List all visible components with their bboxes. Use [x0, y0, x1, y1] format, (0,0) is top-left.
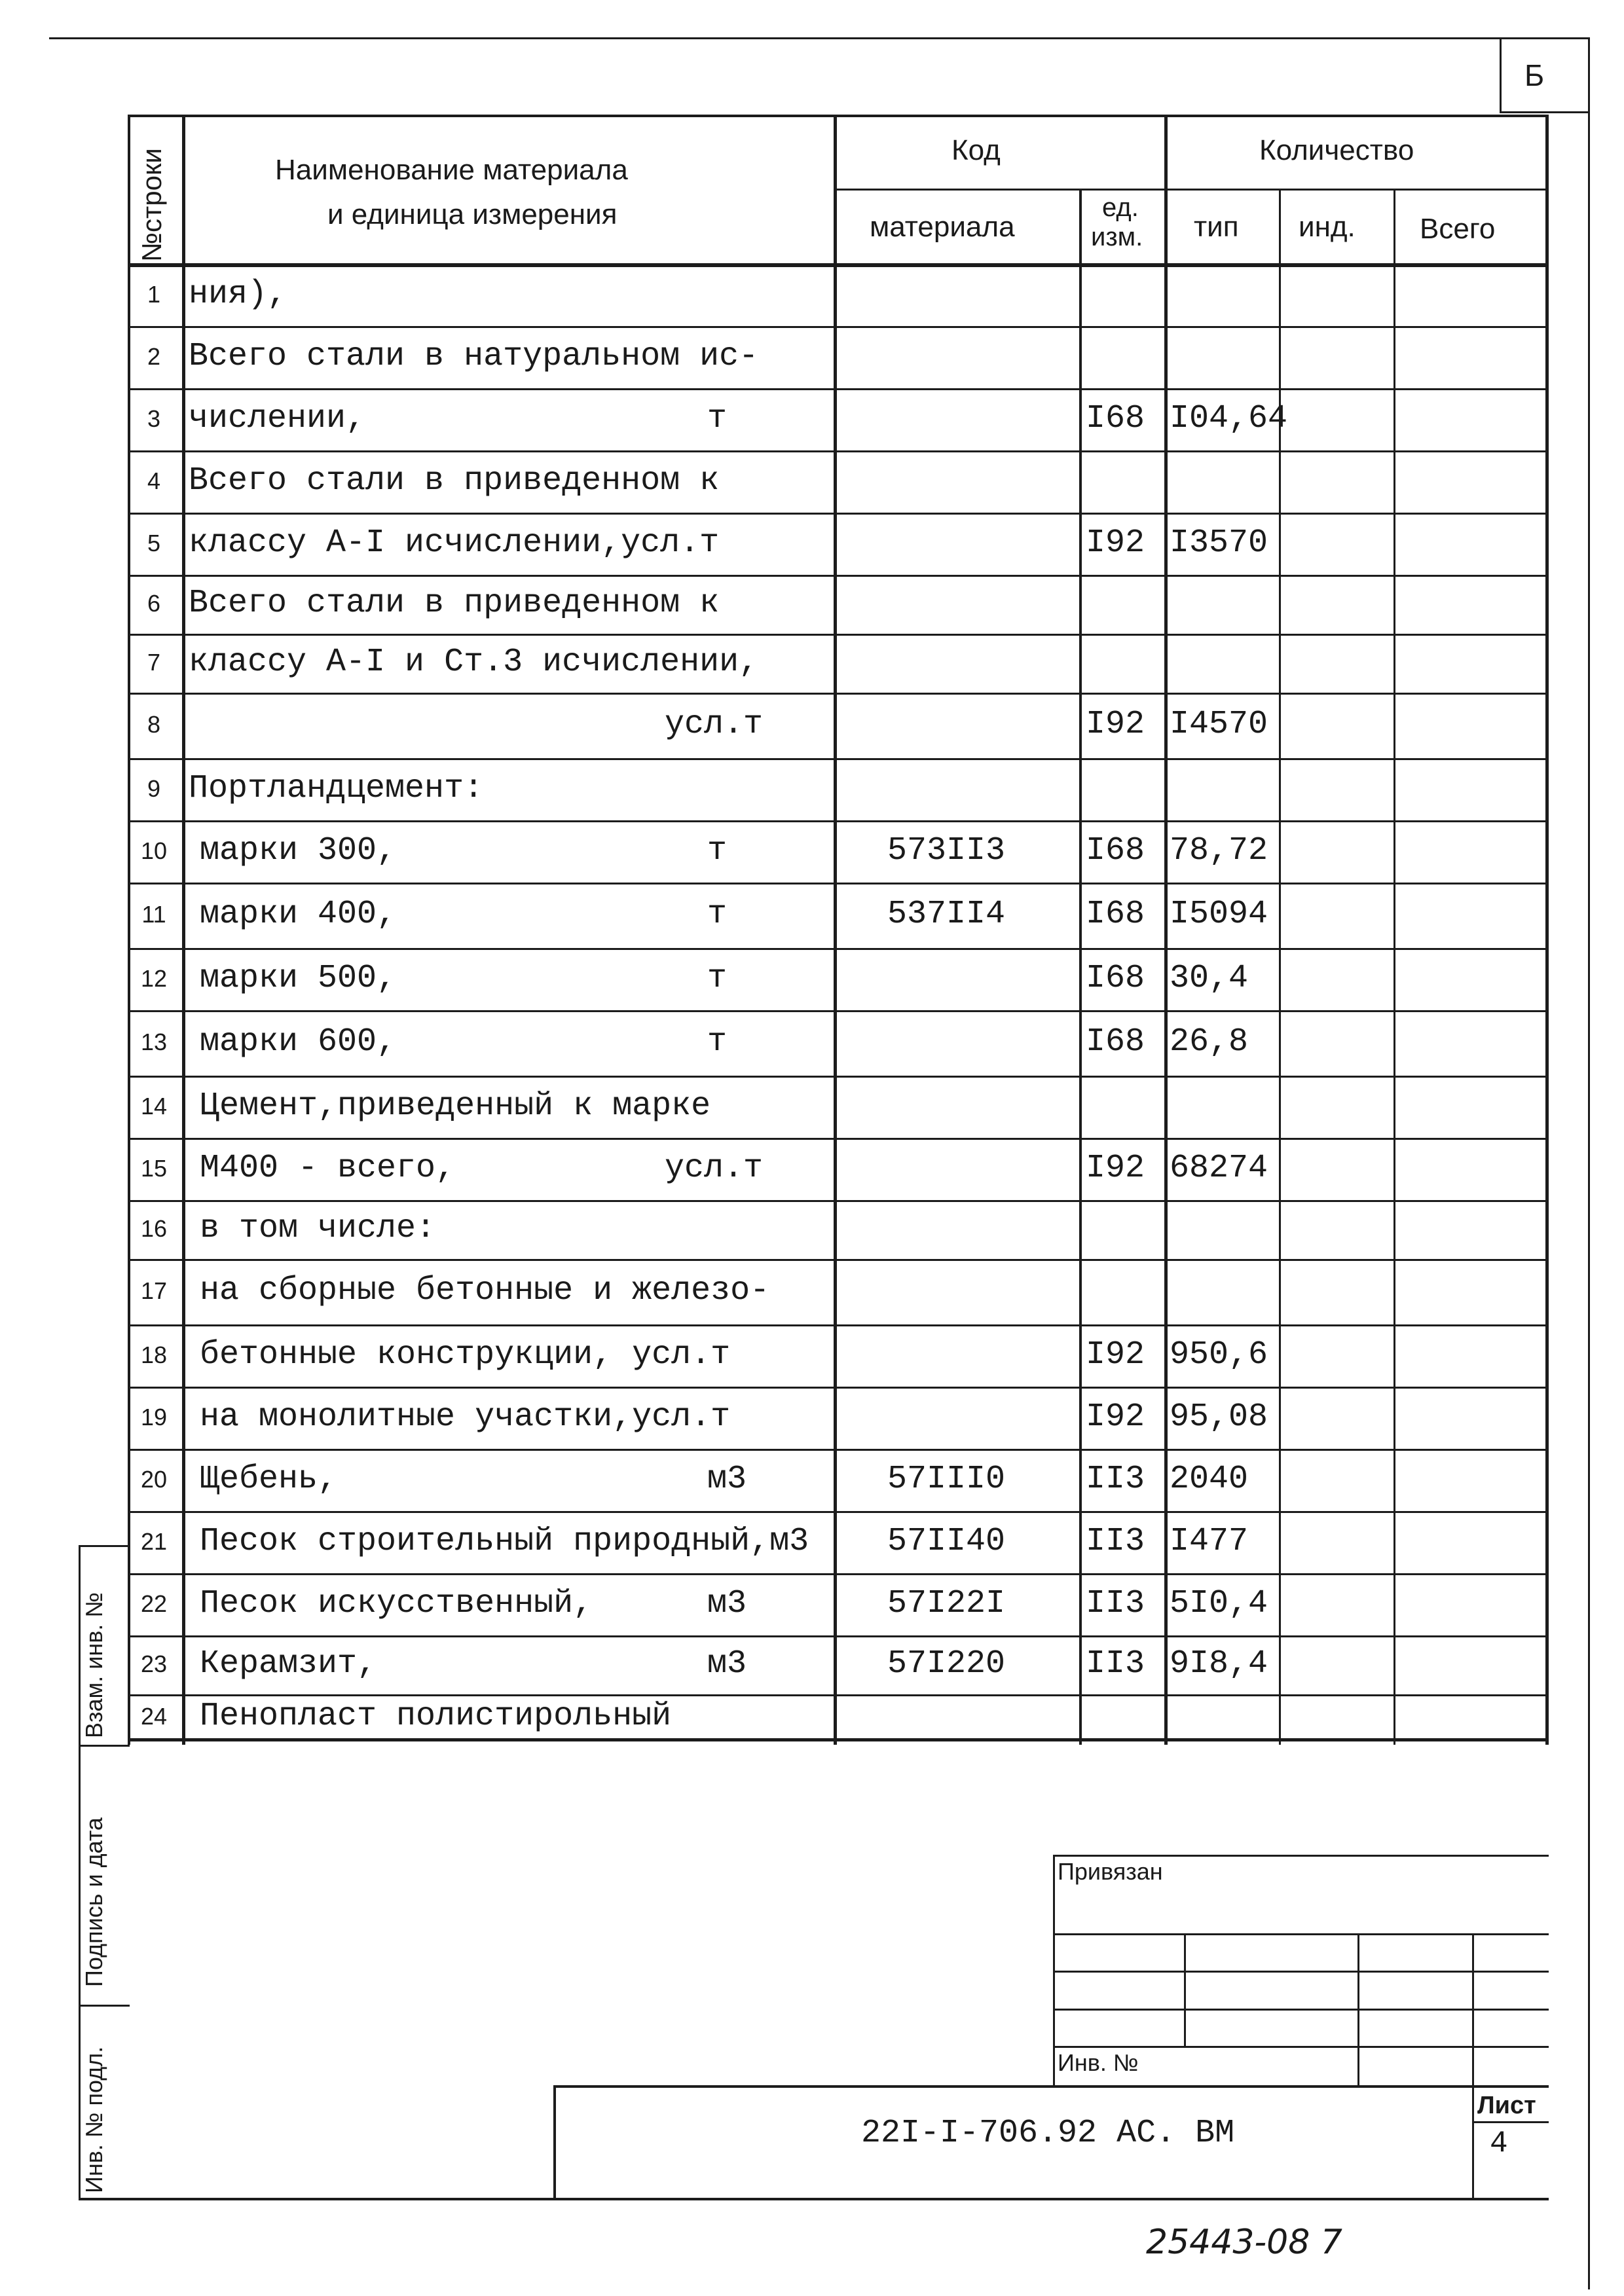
unit-label: т: [707, 896, 728, 933]
row-separator: [128, 450, 1549, 452]
unit-code: I92: [1086, 706, 1145, 743]
row-separator: [128, 1387, 1549, 1389]
row-separator: [128, 513, 1549, 515]
row-number: 19: [140, 1403, 168, 1430]
material-name: на монолитные участки,усл.т: [200, 1398, 731, 1436]
unit-label: м3: [707, 1645, 747, 1683]
material-name: Керамзит,: [200, 1645, 377, 1683]
unit-label: м3: [707, 1460, 747, 1498]
material-name: марки 400,: [200, 896, 397, 933]
row-number: 23: [140, 1650, 168, 1677]
qty-type: 9I8,4: [1170, 1645, 1268, 1683]
row-separator: [128, 1324, 1549, 1326]
material-name: Песок строительный природный,м3: [200, 1522, 809, 1560]
material-name: ния),: [189, 275, 287, 313]
row-number: 14: [140, 1092, 168, 1120]
qty-type: 68274: [1170, 1149, 1268, 1187]
unit-label: усл.т: [665, 706, 764, 743]
qty-type: I04,64: [1170, 399, 1288, 437]
material-name: классу А-I исчислении,усл.т: [189, 524, 720, 562]
qty-type: I5094: [1170, 896, 1268, 933]
material-name: Всего стали в приведенном к: [189, 462, 720, 500]
material-code: 573II3: [887, 831, 1006, 869]
unit-code: I92: [1086, 1398, 1145, 1436]
material-name: числении,: [189, 399, 366, 437]
unit-code: I68: [1086, 399, 1145, 437]
row-separator: [128, 634, 1549, 636]
unit-code: I92: [1086, 524, 1145, 562]
row-separator: [128, 575, 1549, 577]
qty-type: 95,08: [1170, 1398, 1268, 1436]
unit-code: I68: [1086, 831, 1145, 869]
material-name: Всего стали в натуральном ис-: [189, 337, 759, 375]
unit-code: II3: [1086, 1584, 1145, 1622]
material-name: Пенопласт полистирольный: [200, 1698, 672, 1735]
header-name-line2: и единица измерения: [327, 198, 618, 230]
row-number: 3: [147, 405, 161, 432]
row-number: 17: [140, 1277, 168, 1304]
row-separator: [128, 1076, 1549, 1078]
row-number: 5: [147, 529, 161, 556]
row-separator: [128, 758, 1549, 760]
row-number: 21: [140, 1527, 168, 1555]
row-number: 4: [147, 467, 161, 494]
row-number: 12: [140, 964, 168, 992]
header-code-unit-l2: изм.: [1091, 223, 1143, 251]
unit-code: II3: [1086, 1460, 1145, 1498]
header-row-number: №строки: [136, 148, 167, 262]
qty-type: 2040: [1170, 1460, 1249, 1498]
row-separator: [128, 1694, 1549, 1696]
unit-label: м3: [707, 1584, 747, 1622]
row-number: 20: [140, 1465, 168, 1493]
header-code-material: материала: [870, 211, 1015, 243]
material-name: в том числе:: [200, 1210, 436, 1247]
unit-code: II3: [1086, 1645, 1145, 1683]
material-name: марки 500,: [200, 959, 397, 997]
unit-code: I68: [1086, 959, 1145, 997]
qty-type: 26,8: [1170, 1023, 1249, 1061]
qty-type: 950,6: [1170, 1336, 1268, 1374]
page-letter: Б: [1524, 58, 1545, 92]
unit-code: II3: [1086, 1522, 1145, 1560]
row-number: 13: [140, 1029, 168, 1055]
header-qty-ind: инд.: [1299, 211, 1356, 243]
unit-code: I92: [1086, 1149, 1145, 1187]
designation-code: 22I-I-706.92 АС. ВМ: [861, 2115, 1235, 2152]
stamp-vzam-inv: Взам. инв. №: [81, 1592, 107, 1738]
material-name: Цемент,приведенный к марке: [200, 1087, 711, 1125]
row-number: 16: [140, 1215, 168, 1242]
row-number: 18: [140, 1341, 168, 1368]
row-separator: [128, 1511, 1549, 1513]
row-separator: [128, 1138, 1549, 1140]
material-code: 57II40: [887, 1522, 1006, 1560]
material-name: классу А-I и Ст.3 исчислении,: [189, 644, 759, 681]
row-separator: [128, 388, 1549, 390]
qty-type: I4570: [1170, 706, 1268, 743]
row-number: 11: [141, 901, 166, 928]
inv-no-label: Инв. №: [1058, 2049, 1139, 2076]
material-code: 57I220: [887, 1645, 1006, 1683]
row-separator: [128, 1259, 1549, 1261]
row-number: 1: [147, 280, 161, 308]
unit-label: усл.т: [665, 1149, 764, 1187]
material-code: 57III0: [887, 1460, 1006, 1498]
qty-type: I477: [1170, 1522, 1249, 1560]
material-name: марки 600,: [200, 1023, 397, 1061]
unit-code: I92: [1086, 1336, 1145, 1374]
unit-label: т: [707, 399, 728, 437]
row-number: 9: [147, 774, 161, 802]
row-number: 8: [147, 711, 161, 738]
row-separator: [128, 820, 1549, 822]
qty-type: 30,4: [1170, 959, 1249, 997]
material-name: Всего стали в приведенном к: [189, 585, 720, 622]
material-name: бетонные конструкции, усл.т: [200, 1336, 731, 1374]
sheet-number: 4: [1490, 2126, 1508, 2160]
row-separator: [128, 1200, 1549, 1202]
material-name: Песок искусственный,: [200, 1584, 593, 1622]
stamp-podpis-data: Подпись и дата: [81, 1817, 107, 1987]
archive-number: 25443-08 7: [1146, 2223, 1342, 2262]
header-name-line1: Наименование материала: [275, 154, 628, 186]
privyazan-label: Привязан: [1058, 1858, 1163, 1885]
qty-type: I3570: [1170, 524, 1268, 562]
unit-label: т: [707, 831, 728, 869]
sheet-label: Лист: [1477, 2092, 1536, 2119]
qty-type: 78,72: [1170, 831, 1268, 869]
header-qty-group: Количество: [1259, 134, 1414, 166]
material-name: Портландцемент:: [189, 769, 484, 807]
material-code: 537II4: [887, 896, 1006, 933]
row-number: 24: [140, 1703, 168, 1730]
row-separator: [128, 693, 1549, 695]
unit-code: I68: [1086, 1023, 1145, 1061]
unit-label: т: [707, 1023, 728, 1061]
row-separator: [128, 1635, 1549, 1637]
row-number: 2: [147, 342, 161, 370]
row-separator: [128, 1573, 1549, 1575]
qty-type: 5I0,4: [1170, 1584, 1268, 1622]
row-number: 10: [140, 837, 168, 864]
material-name: марки 300,: [200, 831, 397, 869]
material-name: Щебень,: [200, 1460, 338, 1498]
row-separator: [128, 1449, 1549, 1451]
row-separator: [128, 326, 1549, 328]
stamp-inv-podl: Инв. № подл.: [81, 2046, 107, 2193]
material-name: на сборные бетонные и железо-: [200, 1272, 770, 1309]
row-number: 22: [140, 1590, 168, 1617]
unit-label: т: [707, 959, 728, 997]
material-code: 57I22I: [887, 1584, 1006, 1622]
header-code-unit-l1: ед.: [1102, 193, 1139, 222]
row-separator: [128, 948, 1549, 950]
row-number: 15: [140, 1154, 168, 1182]
row-number: 6: [147, 590, 161, 617]
header-qty-total: Всего: [1420, 213, 1496, 245]
row-separator: [128, 1010, 1549, 1012]
unit-code: I68: [1086, 896, 1145, 933]
header-code-group: Код: [951, 134, 1001, 166]
material-name: М400 - всего,: [200, 1149, 456, 1187]
header-qty-type: тип: [1194, 211, 1239, 243]
row-separator: [128, 883, 1549, 884]
row-number: 7: [147, 649, 161, 676]
